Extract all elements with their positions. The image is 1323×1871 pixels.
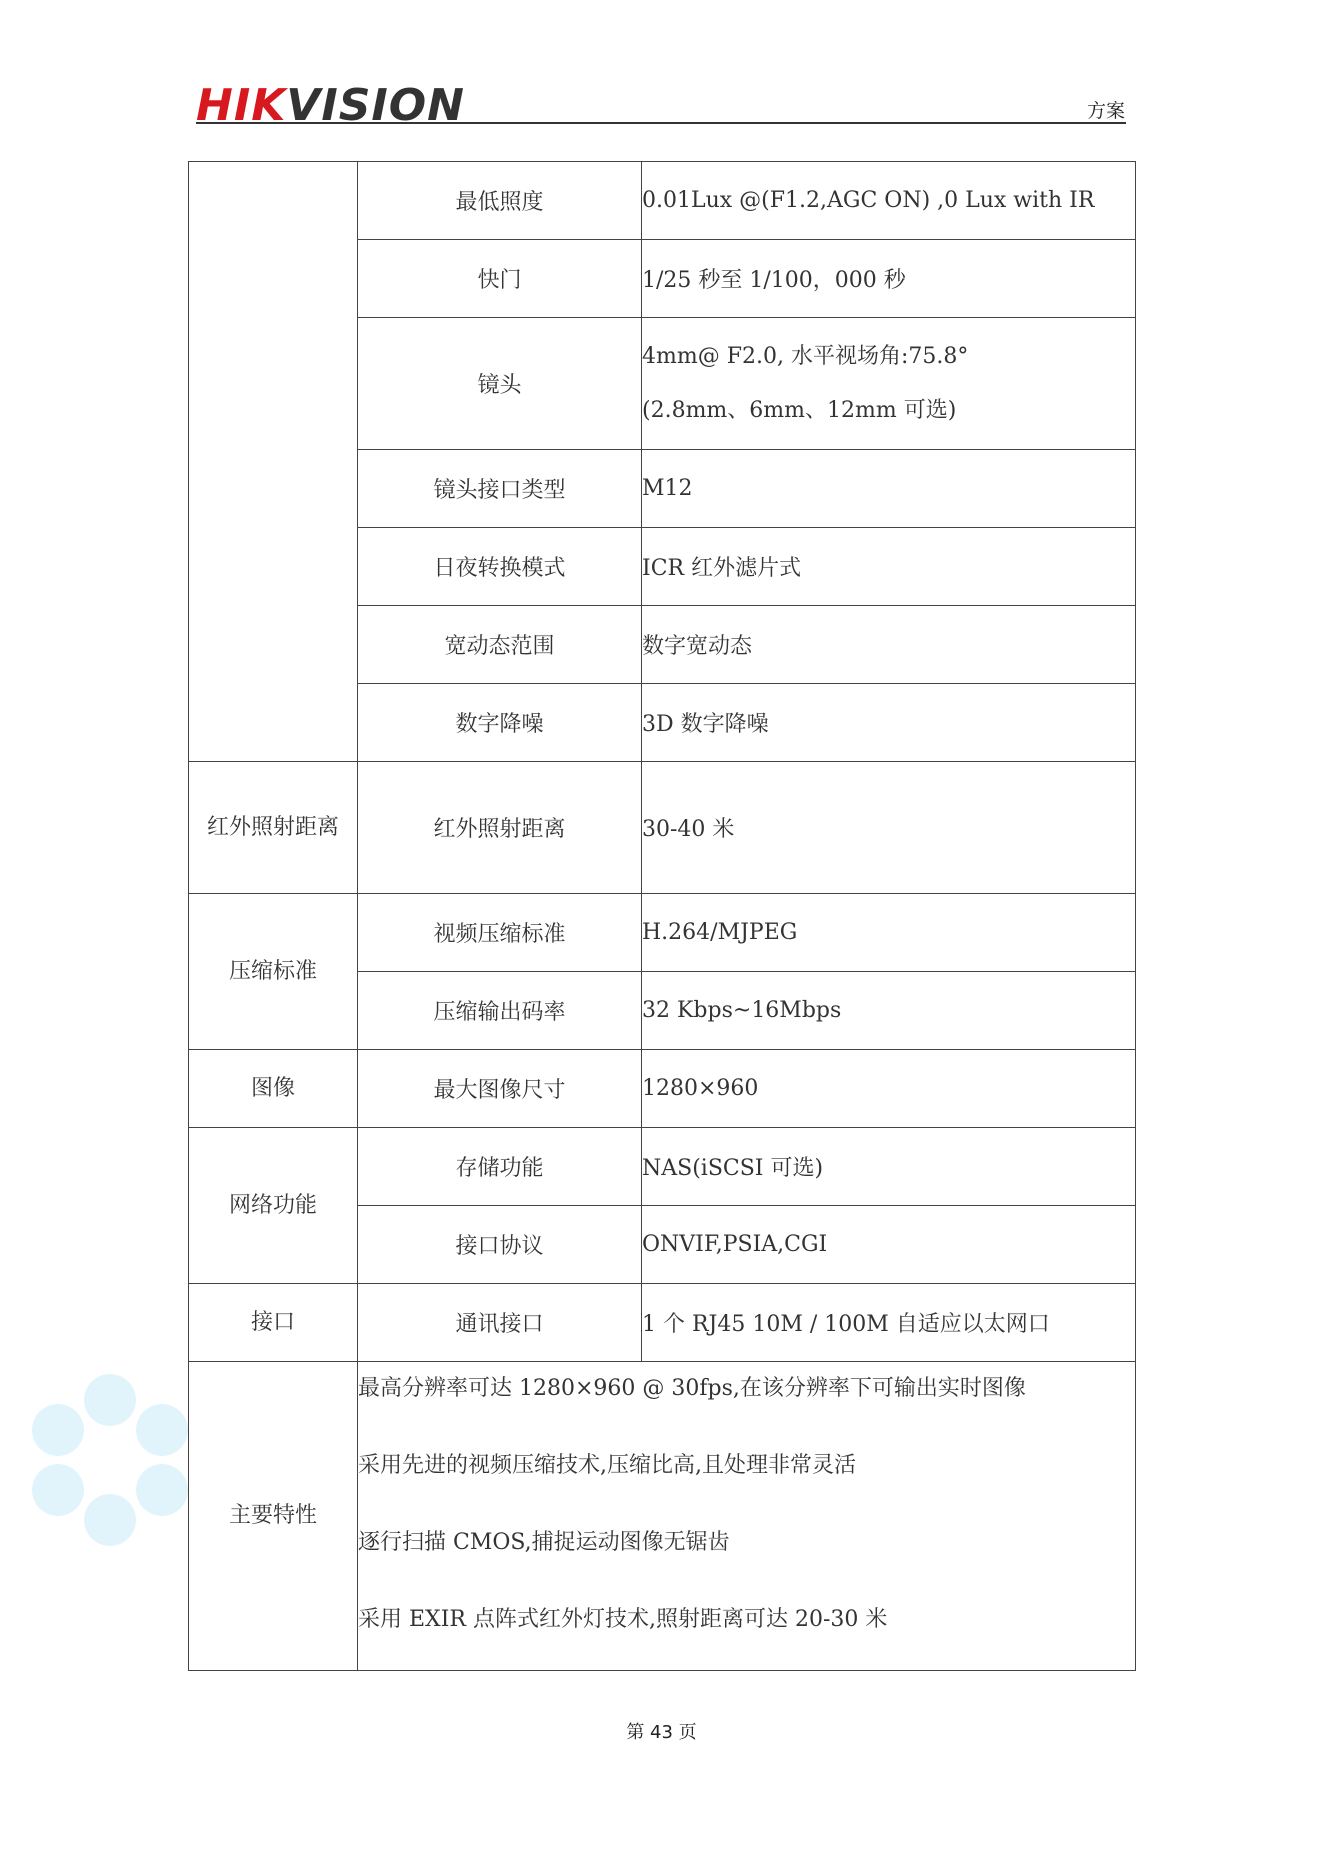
feature-line: 最高分辨率可达 1280×960 @ 30fps,在该分辨率下可输出实时图像 (358, 1376, 1026, 1401)
item-cell: 日夜转换模式 (358, 528, 642, 606)
table-row (189, 1284, 1136, 1362)
category-cell: 图像 (189, 1050, 358, 1128)
features-cell (358, 1362, 1136, 1671)
category-cell: 接口 (189, 1284, 358, 1362)
feature-line: 采用 EXIR 点阵式红外灯技术,照射距离可达 20-30 米 (358, 1607, 888, 1632)
category-cell: 压缩标准 (189, 894, 358, 1050)
category-cell: 网络功能 (189, 1128, 358, 1284)
value-cell (642, 318, 1136, 450)
item-cell: 压缩输出码率 (358, 972, 642, 1050)
item-cell: 接口协议 (358, 1206, 642, 1284)
feature-line: 采用先进的视频压缩技术,压缩比高,且处理非常灵活 (358, 1453, 856, 1478)
watermark-flower-icon (10, 1360, 210, 1560)
spec-table (188, 161, 1136, 1671)
value-cell: 1/25 秒至 1/100，000 秒 (642, 240, 1136, 318)
item-cell: 宽动态范围 (358, 606, 642, 684)
table-row (189, 1362, 1136, 1671)
page-number: 第 43 页 (626, 1722, 697, 1743)
category-cell: 主要特性 (189, 1362, 358, 1671)
item-cell: 通讯接口 (358, 1284, 642, 1362)
value-cell: M12 (642, 450, 1136, 528)
value-line: (2.8mm、6mm、12mm 可选) (642, 397, 957, 423)
item-cell: 最大图像尺寸 (358, 1050, 642, 1128)
item-cell: 最低照度 (358, 162, 642, 240)
hikvision-logo: HIKVISION (196, 80, 466, 131)
header-doc-type: 方案 (1086, 100, 1125, 122)
value-cell: ICR 红外滤片式 (642, 528, 1136, 606)
value-cell: 1 个 RJ45 10M / 100M 自适应以太网口 (642, 1284, 1136, 1362)
category-cell-empty (189, 162, 358, 762)
category-cell: 红外照射距离 (189, 762, 358, 894)
value-cell: NAS(iSCSI 可选) (642, 1128, 1136, 1206)
table-row (189, 762, 1136, 894)
value-cell: 0.01Lux @(F1.2,AGC ON) ,0 Lux with IR (642, 162, 1136, 240)
value-cell: 30-40 米 (642, 762, 1136, 894)
table-row (189, 1050, 1136, 1128)
item-cell: 数字降噪 (358, 684, 642, 762)
item-cell: 红外照射距离 (358, 762, 642, 894)
value-cell: 32 Kbps~16Mbps (642, 972, 1136, 1050)
table-row (189, 1128, 1136, 1206)
value-cell: 数字宽动态 (642, 606, 1136, 684)
item-cell: 快门 (358, 240, 642, 318)
value-cell: 1280×960 (642, 1050, 1136, 1128)
item-cell: 镜头接口类型 (358, 450, 642, 528)
feature-line: 逐行扫描 CMOS,捕捉运动图像无锯齿 (358, 1530, 730, 1555)
table-row (189, 162, 1136, 240)
item-cell: 镜头 (358, 318, 642, 450)
item-cell: 存储功能 (358, 1128, 642, 1206)
value-cell: 3D 数字降噪 (642, 684, 1136, 762)
item-cell: 视频压缩标准 (358, 894, 642, 972)
table-row (189, 894, 1136, 972)
header-rule (196, 122, 1126, 124)
value-cell: ONVIF,PSIA,CGI (642, 1206, 1136, 1284)
value-cell: H.264/MJPEG (642, 894, 1136, 972)
value-line: 4mm@ F2.0, 水平视场角:75.8° (642, 343, 969, 369)
